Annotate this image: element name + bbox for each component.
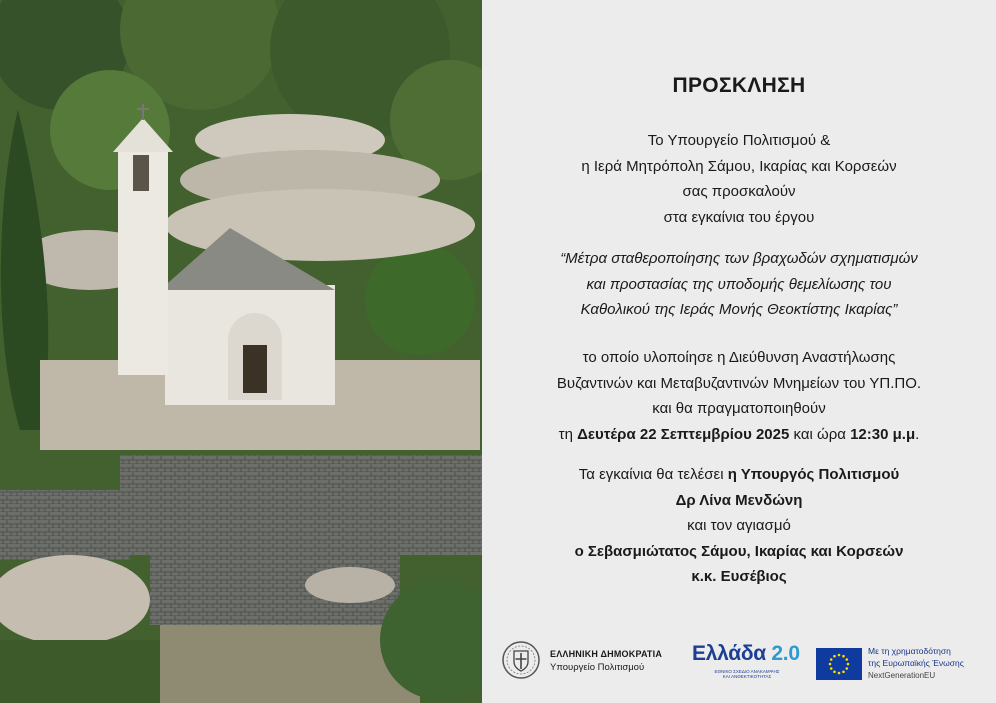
datetime-suffix: . — [915, 425, 920, 443]
datetime-middle: και ώρα — [789, 425, 851, 443]
eu-star-icon — [847, 663, 850, 666]
eu-star-icon — [829, 663, 832, 666]
intro-line: η Ιερά Μητρόπολη Σάμου, Ικαρίας και Κορσεών — [581, 157, 897, 175]
intro-line: σας προσκαλούν — [682, 183, 796, 200]
project-line: και προστασίας της υποδομής θεμελίωσης του — [586, 275, 892, 293]
intro-paragraph — [482, 128, 996, 230]
greek-emblem-icon — [500, 640, 542, 680]
ceremony-line — [482, 462, 996, 488]
bishop-title: ο Σεβασμιώτατος Σάμου, Ικαρίας και Κορσεών — [574, 542, 904, 560]
eu-line1: Με τη χρηματοδότηση — [868, 646, 951, 656]
eu-line3: NextGenerationEU — [868, 671, 936, 680]
greece-line1: ΕΛΛΗΝΙΚΗ ΔΗΜΟΚΡΑΤΙΑ — [550, 649, 663, 659]
eu-star-icon — [838, 672, 841, 675]
project-title — [482, 246, 996, 323]
minister-name: Δρ Λίνα Μενδώνη — [675, 491, 803, 509]
project-line: Καθολικού της Ιεράς Μονής Θεοκτίστης Ικαρίας” — [580, 301, 898, 318]
details-line: και θα πραγματοποιηθούν — [652, 400, 826, 417]
eu-star-icon — [833, 655, 836, 658]
invitation-title: ΠΡΟΣΚΛΗΣΗ — [672, 74, 806, 97]
eu-star-icon — [842, 670, 845, 673]
event-time: 12:30 μ.μ — [850, 425, 916, 443]
event-date: Δευτέρα 22 Σεπτεμβρίου 2025 — [577, 425, 790, 443]
eu-star-icon — [833, 670, 836, 673]
ceremony-paragraph — [482, 462, 996, 590]
intro-line: Το Υπουργείο Πολιτισμού & — [647, 132, 831, 149]
details-paragraph — [482, 345, 996, 447]
invitation-panel — [482, 0, 996, 703]
blessing-line: και τον αγιασμό — [687, 517, 791, 534]
ceremony-prefix: Τα εγκαίνια θα τελέσει — [578, 466, 728, 483]
eu-star-icon — [845, 658, 848, 661]
ellada-2-0-logo — [692, 642, 810, 682]
hellenic-republic-logo — [500, 640, 680, 680]
datetime-prefix: τη — [558, 425, 578, 443]
event-datetime — [482, 422, 996, 448]
bishop-name: κ.κ. Ευσέβιος — [691, 568, 787, 585]
eu-star-icon — [845, 667, 848, 670]
project-line: “Μέτρα σταθεροποίησης των βραχωδών σχηματισμών — [560, 250, 918, 267]
eu-star-icon — [838, 654, 841, 657]
ellada-subtitle: ΕΘΝΙΚΟ ΣΧΕΔΙΟ ΑΝΑΚΑΜΨΗΣ ΚΑΙ ΑΝΘΕΚΤΙΚΟΤΗΤΑΣ — [714, 669, 780, 679]
eu-funding-logo — [816, 645, 992, 681]
greece-line2: Υπουργείο Πολιτισμού — [550, 662, 645, 673]
eu-star-icon — [842, 655, 845, 658]
minister-role: η Υπουργός Πολιτισμού — [727, 466, 900, 483]
monastery-photo — [0, 0, 482, 703]
eu-star-icon — [830, 667, 833, 670]
eu-star-icon — [830, 658, 833, 661]
details-line: Βυζαντινών και Μεταβυζαντινών Μνημείων του ΥΠ.ΠΟ. — [556, 374, 922, 392]
eu-line2: της Ευρωπαϊκής Ένωσης — [868, 658, 964, 668]
details-line: το οποίο υλοποίησε η Διεύθυνση Αναστήλωσης — [582, 349, 896, 366]
eu-flag-icon — [816, 648, 862, 680]
ellada-wordmark: Ελλάδα 2.0 — [692, 642, 800, 665]
intro-line: στα εγκαίνια του έργου — [663, 208, 815, 226]
